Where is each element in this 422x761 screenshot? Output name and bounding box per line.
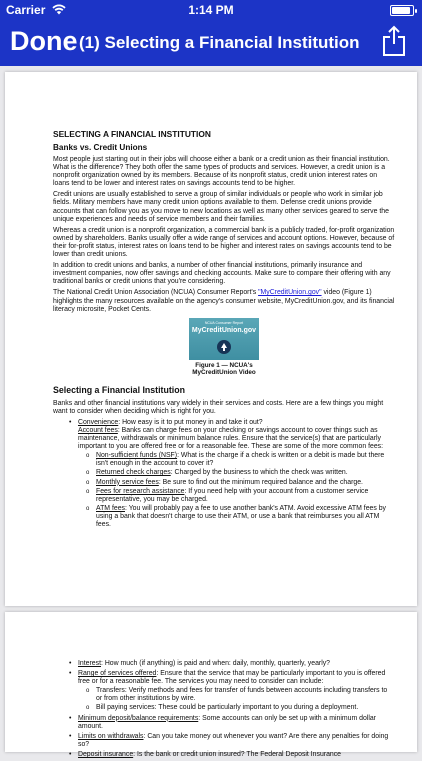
battery-fill <box>392 7 410 14</box>
convenience-text: : How easy is it to put money in and take it out? <box>118 418 263 426</box>
item-term: Deposit insurance <box>78 750 134 758</box>
service-item: o Transfers: Verify methods and fees for transfer of funds between accounts including transfers to or from other institutions by wire. <box>96 687 395 703</box>
account-fees-text: : Banks can charge fees on your checking or savings account to cover things such as maintenance, withdrawals or minimum balance rules. Ensure that the service(s) that are particularly important to you are offered free or for a reasonable fee. These are some of the more common fees: <box>78 426 384 451</box>
paragraph-3: Whereas a credit union is a nonprofit organization, a commercial bank is a publicly traded, for-profit organization owned by shareholders. Banks usually offer a wide range of services and account options. However, because of their for-profit status, interest rates on loans tend to be higher and interest rates on savings accounts tend to be lower than credit unions. <box>53 226 395 259</box>
fee-item <box>96 488 395 504</box>
paragraph-4: In addition to credit unions and banks, a number of other financial institutions, primarily insurance and investment companies, now offer savings and checking accounts. Make sure to compare their offering with any traditional banks or credit unions that you're considering. <box>53 262 391 286</box>
services-sublist <box>96 687 395 712</box>
item-term: Minimum deposit/balance requirements <box>78 714 199 722</box>
carrier-label: Carrier <box>6 3 46 17</box>
share-icon[interactable] <box>382 25 406 57</box>
document-page-1[interactable] <box>5 72 417 606</box>
list-item <box>78 733 395 749</box>
item-term: Range of services offered <box>78 670 157 678</box>
fee-item <box>96 452 395 468</box>
figure-caption-line-1: Figure 1 — NCUA's <box>195 361 253 369</box>
paragraph-5-intro: The National Credit Union Association (NCUA) Consumer Report's <box>53 289 259 297</box>
navigation-bar <box>0 20 422 66</box>
top-bar <box>0 0 422 66</box>
section-intro: Banks and other financial institutions vary widely in their services and costs. Here are a few things you might want to consider when deciding which is right for you. <box>53 399 384 415</box>
fee-text: : What is the charge if a check is written or a debit is made but there isn't enough in the account to cover it? <box>96 452 385 468</box>
fee-term: Non-sufficient funds (NSF) <box>96 452 178 460</box>
play-arrow-icon <box>217 340 231 354</box>
fee-term: ATM fees <box>96 504 125 512</box>
mycreditunion-link[interactable]: "MyCreditUnion.gov" <box>258 289 322 297</box>
considerations-list-continued <box>78 660 395 759</box>
fee-term: Monthly service fees <box>96 478 159 486</box>
item-text: : Can you take money out whenever you want? Are there any penalties for doing so? <box>78 732 389 748</box>
page-1-content <box>53 129 395 531</box>
list-item <box>78 715 395 731</box>
paragraph-2: Credit unions are usually established to serve a group of similar individuals or people who work in similar job fields. Military members have many credit union options available to them. Defense credit unions provide accounts that can follow you as you move to new locations as well as many other services geared to serve the unique experiences and needs of service members and their families. <box>53 191 389 223</box>
item-text: : Some accounts can only be set up with a minimum dollar amount. <box>78 714 376 730</box>
item-term: Limits on withdrawals <box>78 732 144 740</box>
fee-text: : Be sure to find out the minimum required balance and the charge. <box>158 478 363 486</box>
considerations-list <box>78 419 395 529</box>
fee-text: : Charged by the business to which the check was written. <box>170 469 348 477</box>
page-2-content <box>53 660 395 761</box>
fee-item <box>96 469 395 477</box>
thumbnail-top-text: NCUA Consumer Report <box>204 320 244 325</box>
document-page-2[interactable] <box>5 612 417 758</box>
paragraph-5-rest: video (Figure 1) highlights the many resources available on the agency's consumer website, MyCreditUnion.gov, and its financial literacy microsite, Pocket Cents. <box>53 289 395 313</box>
figure-1 <box>174 318 274 377</box>
list-item <box>78 670 395 712</box>
page-title: (1) Selecting a Financial Institution <box>79 33 360 52</box>
item-text: : Ensure that the service that may be particularly important to you is offered free or for a reasonable fee. The services you may need to consider can include: <box>78 670 386 686</box>
fees-sublist <box>96 452 395 529</box>
item-term: Interest <box>78 660 101 667</box>
fee-item <box>96 505 395 529</box>
thumbnail-title: MyCreditUnion.gov <box>191 326 257 334</box>
service-item: o Bill paying services: These could be particularly important to you during a deployment. <box>96 704 395 712</box>
fee-item <box>96 479 395 487</box>
subheading-banks-vs-credit-unions: Banks vs. Credit Unions <box>53 143 148 152</box>
list-item-convenience <box>78 419 395 529</box>
convenience-term: Convenience <box>78 418 119 426</box>
done-button[interactable]: Done <box>10 26 78 56</box>
figure-caption-line-2: MyCreditUnion Video <box>192 369 256 377</box>
paragraph-5 <box>53 289 395 313</box>
paragraph-1: Most people just starting out in their jobs will choose either a bank or a credit union as their financial institution. What is the difference? They both offer the same types of products and services. However, a credit union is a nonprofit organization owned by its members. Because of its nonprofit status, credit union interest rates on loans tend to be lower and interest rates on savings accounts tend to be higher. <box>53 156 390 188</box>
fee-term: Fees for research assistance <box>96 487 185 495</box>
battery-icon <box>390 5 414 16</box>
list-item <box>78 751 395 759</box>
status-bar <box>0 0 422 20</box>
fee-term: Returned check charges <box>96 469 171 477</box>
video-thumbnail[interactable] <box>189 318 259 360</box>
play-icon <box>217 340 231 354</box>
fee-text: : You will probably pay a fee to use another bank's ATM. Avoid excessive ATM fees by using a bank that doesn't charge to use their ATM, or use a bank that reimburses you all ATM fees. <box>96 504 386 528</box>
list-item <box>78 660 395 668</box>
document-heading: SELECTING A FINANCIAL INSTITUTION <box>53 129 211 139</box>
status-time: 1:14 PM <box>188 3 234 17</box>
item-text: : Is the bank or credit union insured? The Federal Deposit Insurance <box>133 750 342 758</box>
fee-text: : If you need help with your account from a customer service representative, you may be charged. <box>96 487 369 503</box>
section-heading: Selecting a Financial Institution <box>53 384 185 395</box>
item-text: : How much (if anything) is paid and when: daily, monthly, quarterly, yearly? <box>100 660 331 667</box>
account-fees-term: Account fees <box>78 426 118 434</box>
